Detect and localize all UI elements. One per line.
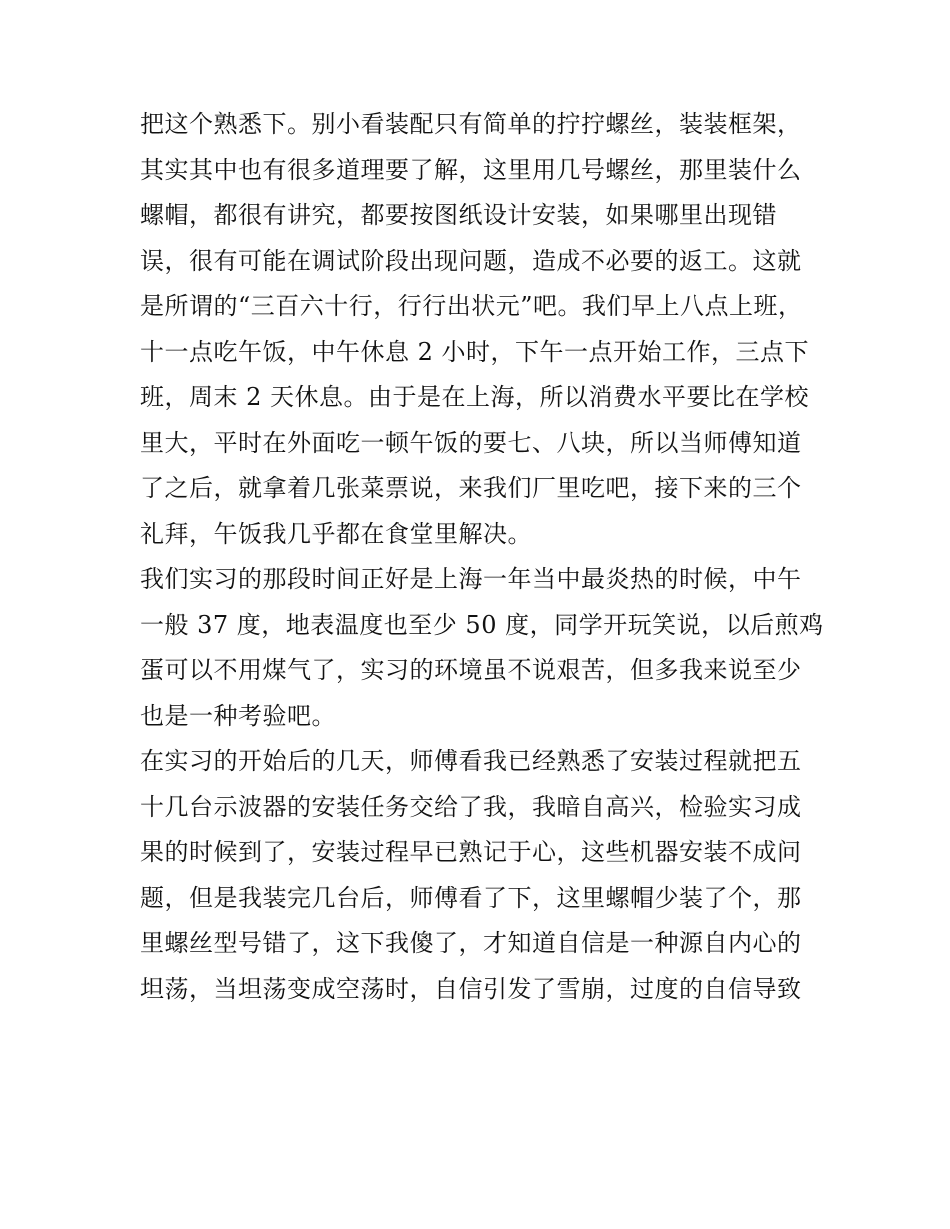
text-line-6: 十一点吃午饭，中午休息 2 小时，下午一点开始工作，三点下 [140,337,810,366]
text-line-15: 在实习的开始后的几天，师傅看我已经熟悉了安装过程就把五 [140,747,802,775]
text-line-13: 蛋可以不用煤气了，实习的环境虽不说艰苦，但多我来说至少 [140,656,802,684]
text-line-7: 班，周末 2 天休息。由于是在上海，所以消费水平要比在学校 [140,383,810,411]
text-line-17: 果的时候到了，安装过程早已熟记于心，这些机器安装不成问 [140,838,802,866]
text-line-2: 其实其中也有很多道理要了解，这里用几号螺丝，那里装什么 [140,155,802,184]
text-line-18: 题，但是我装完几台后，师傅看了下，这里螺帽少装了个，那 [140,883,802,912]
body-text [140,102,824,1012]
text-line-16: 十几台示波器的安装任务交给了我，我暗自高兴，检验实习成 [140,792,802,821]
text-line-5: 是所谓的“三百六十行，行行出状元”吧。我们早上八点上班， [140,292,803,320]
text-line-20: 坦荡，当坦荡变成空荡时，自信引发了雪崩，过度的自信导致 [140,974,802,1003]
text-line-1: 把这个熟悉下。别小看装配只有简单的拧拧螺丝，装装框架， [140,110,802,138]
text-line-3: 螺帽，都很有讲究，都要按图纸设计安装，如果哪里出现错 [140,201,777,229]
text-line-14: 也是一种考验吧。 [140,701,336,730]
text-line-19: 里螺丝型号错了，这下我傻了，才知道自信是一种源自内心的 [140,929,802,957]
text-line-8: 里大，平时在外面吃一顿午饭的要七、八块，所以当师傅知道 [140,428,802,457]
text-line-9: 了之后，就拿着几张菜票说，来我们厂里吃吧，接下来的三个 [140,474,802,502]
text-line-4: 误，很有可能在调试阶段出现问题，造成不必要的返工。这就 [140,246,802,275]
text-line-10: 礼拜，午饭我几乎都在食堂里解决。 [140,519,532,548]
text-line-11: 我们实习的那段时间正好是上海一年当中最炎热的时候，中午 [140,565,802,593]
text-line-12: 一般 37 度，地表温度也至少 50 度，同学开玩笑说，以后煎鸡 [140,610,824,639]
